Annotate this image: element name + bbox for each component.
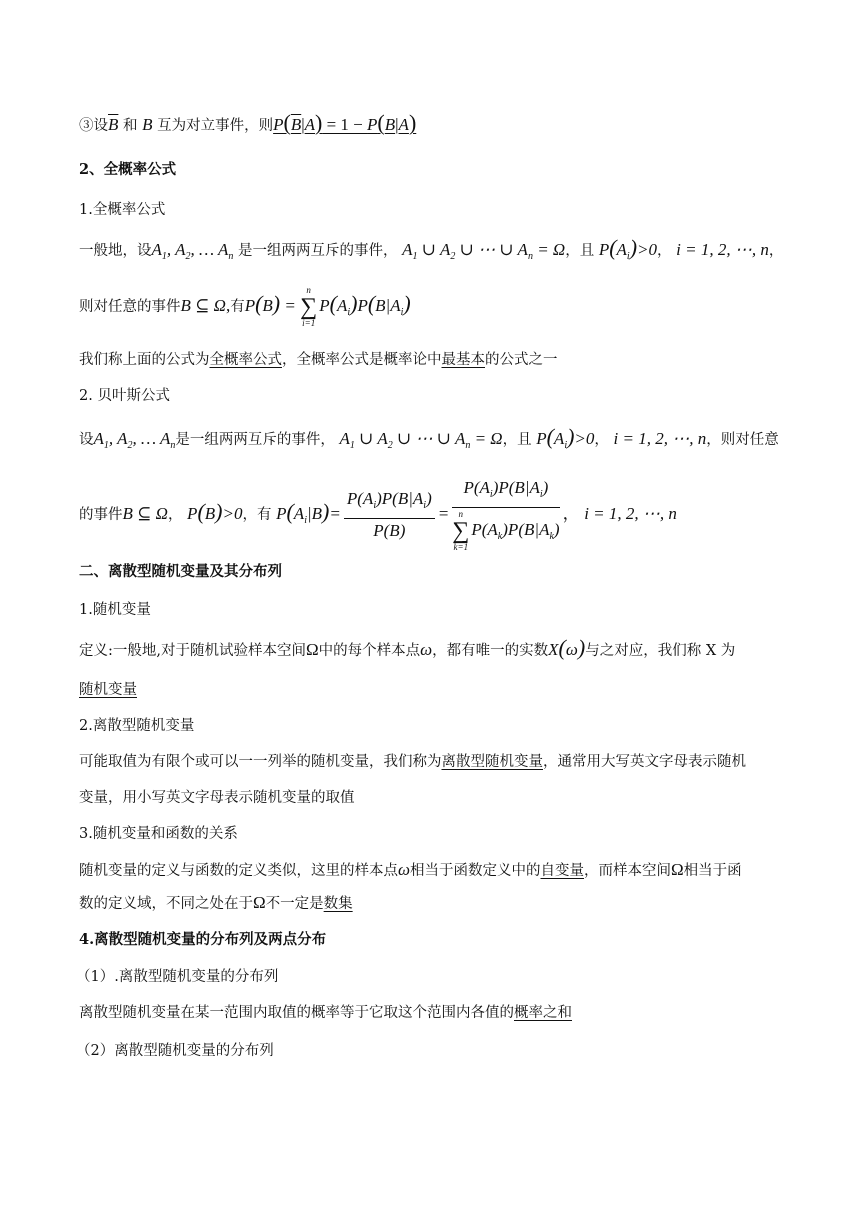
rv-function-relation — [79, 860, 742, 881]
math-x-omega: X(ω) — [548, 635, 586, 660]
total-prob-condition — [79, 235, 784, 267]
subsection-heading: 1.随机变量 — [79, 602, 151, 618]
text: 与之对应，我们称 X 为 — [585, 643, 736, 659]
subsection-heading: 3.随机变量和函数的关系 — [79, 826, 238, 842]
text: 离散型随机变量在某一范围内取值的概率等于它取这个范围内各值的 — [79, 1005, 514, 1021]
text: 可能取值为有限个或可以一一列举的随机变量，我们称为 — [79, 754, 442, 770]
math-bayes: $P(A_i|B)=$ $\frac{P(A_i)P(B|A_i)}{P(B)}$ = $P(A_i)P(B|A_i)$ n ∑ k=1 $P(A_k)P(B|A_k)$ — [276, 478, 560, 552]
term-most-basic: 最基本 — [441, 352, 485, 368]
text: ， — [594, 432, 609, 448]
text: 是一组两两互斥的事件， — [238, 243, 398, 259]
math-union: $A_1$ ∪ $A_2$ ∪ ⋯ ∪ $A_n = \Omega$ — [339, 429, 503, 451]
text: 相当于函 — [683, 863, 742, 879]
discrete-rv-definition — [79, 752, 746, 772]
rv-function-relation-cont — [79, 893, 353, 914]
text: ，且 — [565, 243, 595, 259]
math-omega: ω — [420, 640, 433, 659]
math-positive: $P(A_i)>0$ — [536, 424, 595, 451]
math-pb-positive: P(B)>0 — [187, 498, 243, 524]
math-index: i = 1, 2, ⋯, n — [584, 503, 677, 523]
subsection-heading: 2.离散型随机变量 — [79, 718, 195, 734]
math-index: i = 1, 2, ⋯, n — [613, 429, 707, 448]
text: ， — [167, 506, 183, 523]
text: 和 — [123, 118, 138, 134]
random-variable-definition — [79, 635, 736, 661]
math-index: i = 1, 2, ⋯, n — [676, 240, 769, 259]
text: ， — [768, 243, 784, 259]
text: 我们称上面的公式为 — [79, 352, 210, 368]
text: 是一组两两互斥的事件， — [175, 432, 335, 448]
math-omega-set: Ω — [671, 860, 684, 879]
text: 定义:一般地,对于随机试验样本空间 — [79, 643, 306, 659]
subsection-heading: （1）.离散型随机变量的分布列 — [76, 969, 279, 985]
text: 相当于函数定义中的 — [410, 863, 541, 879]
text: 则对任意的事件 — [79, 298, 181, 315]
text: ③设 — [79, 118, 108, 134]
chapter-heading: 二、离散型随机变量及其分布列 — [79, 563, 282, 580]
text: 设 — [79, 432, 94, 448]
total-prob-formula: 则对任意的事件B ⊆ Ω,有P(B) = n ∑ i=1 $P(A_i)P(B|A_i)$ — [79, 285, 411, 328]
math-positive: $P(A_i)>0$ — [598, 235, 658, 262]
text: ，都有唯一的实数 — [432, 643, 549, 659]
term-independent-variable: 自变量 — [540, 863, 585, 879]
math-events: $A_1$, $A_2$, … $A_n$ — [151, 240, 234, 262]
complement-property — [79, 110, 417, 136]
term-number-set: 数集 — [323, 896, 353, 912]
math-b-bar: $\overline{B}$ — [108, 115, 119, 134]
text: 有 — [230, 298, 245, 315]
bayes-condition — [79, 424, 779, 456]
text: ， — [657, 243, 672, 259]
math-union: $A_1$ ∪ $A_2$ ∪ ⋯ ∪ $A_n = \Omega$ — [402, 240, 566, 262]
discrete-rv-probability — [79, 1003, 572, 1023]
text: ，通常用大写英文字母表示随机 — [543, 754, 746, 770]
math-omega-set: Ω — [306, 640, 319, 659]
text: ，有 — [242, 506, 272, 523]
subsection-heading: （2）离散型随机变量的分布列 — [76, 1043, 274, 1059]
math-omega-set: Ω — [253, 893, 266, 912]
total-prob-remark — [79, 350, 558, 370]
text: 的事件 — [79, 506, 123, 523]
text: 不一定是 — [265, 896, 324, 912]
text: 的公式之一 — [485, 352, 558, 368]
text: ，则对任意 — [706, 432, 779, 448]
subsection-heading: 2. 贝叶斯公式 — [79, 388, 170, 404]
text: 数的定义域，不同之处在于 — [79, 896, 253, 912]
math-b: B — [142, 115, 153, 134]
math-total-probability: P(B) = n ∑ i=1 $P(A_i)P(B|A_i)$ — [244, 285, 411, 328]
bayes-formula: 的事件B ⊆ Ω， P(B)>0，有 $P(A_i|B)=$ $\frac{P(A_i)P(B|A_i)}{P(B)}$ = $P(A_i)P(B|A_i)$ n ∑ k=1 $P(A_k)P(B|A_k)$ ， i = 1, 2, ⋯, n — [79, 478, 677, 552]
math-events: $A_1$, $A_2$, … $A_n$ — [93, 429, 176, 451]
text: ，且 — [502, 432, 532, 448]
math-omega: ω — [398, 860, 411, 879]
text: ，全概率公式是概率论中 — [282, 352, 442, 368]
section-heading: 4.离散型随机变量的分布列及两点分布 — [79, 931, 327, 948]
term-random-variable: 随机变量 — [79, 682, 137, 698]
math-subset: B ⊆ Ω — [122, 503, 168, 523]
term-sum-of-probabilities: 概率之和 — [514, 1005, 572, 1021]
text: 中的每个样本点 — [318, 643, 421, 659]
text: 互为对立事件，则 — [157, 118, 274, 134]
text: 一般地，设 — [79, 243, 152, 259]
complement-formula: P(B|A) = 1 − P(B|A) — [273, 110, 417, 135]
term-discrete-rv: 离散型随机变量 — [441, 754, 543, 770]
discrete-rv-definition-cont: 变量，用小写英文字母表示随机变量的取值 — [79, 790, 355, 806]
section-heading: 2、全概率公式 — [79, 161, 177, 178]
math-subset: B ⊆ Ω — [180, 295, 226, 315]
text: 随机变量的定义与函数的定义类似，这里的样本点 — [79, 863, 398, 879]
subsection-heading: 1.全概率公式 — [79, 202, 166, 218]
term-total-probability: 全概率公式 — [209, 352, 282, 368]
text: ，而样本空间 — [584, 863, 672, 879]
